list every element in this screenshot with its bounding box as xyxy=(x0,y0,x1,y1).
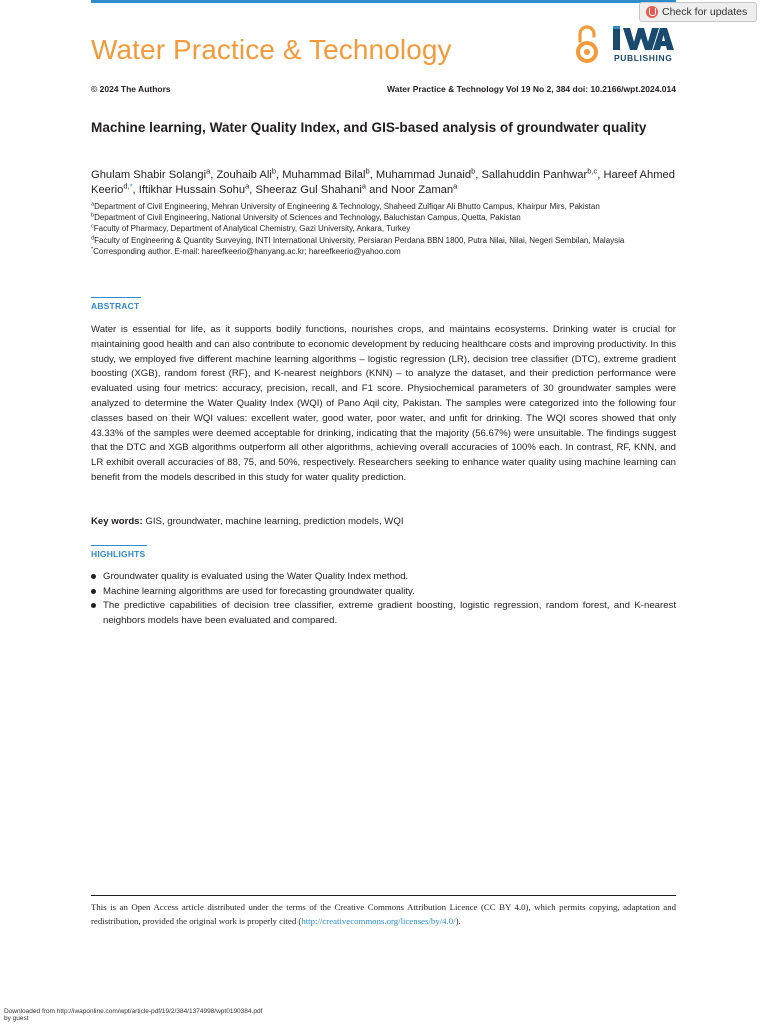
affiliation-text: Faculty of Engineering & Quantity Surveying, INTI International University, Persiaran Perdana BBN 1800, Putra Nilai, Nilai, Negeri Sembilan, Malaysia xyxy=(94,235,625,245)
abstract-heading: ABSTRACT xyxy=(91,301,140,311)
iwa-logo-mark xyxy=(610,26,676,54)
check-for-updates-label: Check for updates xyxy=(662,6,748,18)
author-list xyxy=(91,168,681,198)
highlight-item: The predictive capabilities of decision tree classifier, extreme gradient boosting, logistic regression, random forest, and K-nearest neighbors models have been evaluated and compared. xyxy=(91,599,676,628)
check-for-updates-button[interactable] xyxy=(639,2,757,22)
author-name: Hareef Ahmed Keerio xyxy=(91,169,675,196)
download-url-line: Downloaded from http://iwaponline.com/wpt/article-pdf/19/2/384/1374998/wpt0190384.pdf xyxy=(4,1008,263,1015)
affiliation-text: Corresponding author. E-mail: hareefkeerio@hanyang.ac.kr; hareefkeerio@yahoo.com xyxy=(93,246,401,256)
download-note xyxy=(4,1008,262,1022)
affiliation-mark: * xyxy=(91,246,94,253)
crossmark-icon xyxy=(646,6,658,18)
download-guest-line: by guest xyxy=(4,1015,29,1022)
author-affiliation-mark: d, xyxy=(123,181,130,191)
paper-title: Machine learning, Water Quality Index, and GIS-based analysis of groundwater quality xyxy=(91,120,647,135)
top-accent-rule xyxy=(91,0,676,3)
highlight-item: Machine learning algorithms are used for forecasting groundwater quality. xyxy=(91,585,676,600)
author-name: Sheeraz Gul Shahani xyxy=(255,184,362,196)
affiliation-text: Faculty of Pharmacy, Department of Analytical Chemistry, Gazi University, Ankara, Turkey xyxy=(93,224,411,234)
author-name: Noor Zaman xyxy=(390,184,454,196)
author-affiliation-mark: a xyxy=(245,181,250,191)
author-name: Muhammad Bilal xyxy=(282,169,366,181)
affiliation-mark: a xyxy=(91,201,95,208)
author-separator: , xyxy=(275,169,283,181)
author-separator: , xyxy=(249,184,256,196)
author-affiliation-mark: b,c xyxy=(587,166,598,176)
open-access-icon xyxy=(575,24,599,64)
corresponding-author-mark: * xyxy=(129,181,133,191)
author-separator: , xyxy=(132,184,139,196)
author-name: Zouhaib Ali xyxy=(216,169,272,181)
affiliation-text: Department of Civil Engineering, National University of Sciences and Technology, Baluchistan Campus, Quetta, Pakistan xyxy=(94,213,521,223)
author-affiliation-mark: a xyxy=(206,166,211,176)
author-separator: and xyxy=(366,184,391,196)
keywords-line xyxy=(91,516,676,527)
author-name: Iftikhar Hussain Sohu xyxy=(138,184,246,196)
license-end: ). xyxy=(455,916,461,926)
author-name: Muhammad Junaid xyxy=(375,169,472,181)
affiliation-line xyxy=(91,246,681,257)
keywords-label: Key words: xyxy=(91,516,143,527)
affiliation-line xyxy=(91,212,681,223)
affiliation-list xyxy=(91,201,681,257)
author-affiliation-mark: b xyxy=(365,166,370,176)
author-name: Ghulam Shabir Solangi xyxy=(91,169,207,181)
license-divider xyxy=(91,895,676,896)
affiliation-mark: b xyxy=(91,212,95,219)
author-separator: , xyxy=(369,169,376,181)
affiliation-mark: d xyxy=(91,234,95,241)
affiliation-line xyxy=(91,201,681,212)
logo-publishing-text: PUBLISHING xyxy=(614,53,673,63)
license-text: This is an Open Access article distributed under the terms of the Creative Commons Attribution Licence (CC BY 4.0), which permits copying, adaptation and redistribution, provided the original work is properly cited ( xyxy=(91,902,676,926)
citation-line: Water Practice & Technology Vol 19 No 2, 384 doi: 10.2166/wpt.2024.014 xyxy=(387,84,676,94)
highlights-heading: HIGHLIGHTS xyxy=(91,549,146,559)
highlights-list xyxy=(91,570,676,628)
iwa-publishing-logo xyxy=(610,26,676,64)
keywords-value: GIS, groundwater, machine learning, prediction models, WQI xyxy=(145,516,404,527)
article-meta-row xyxy=(91,84,676,94)
author-name: Sallahuddin Panhwar xyxy=(481,169,588,181)
highlight-item: Groundwater quality is evaluated using the Water Quality Index method. xyxy=(91,570,676,585)
journal-title: Water Practice & Technology xyxy=(91,34,452,65)
author-separator: , xyxy=(475,169,482,181)
author-separator: , xyxy=(210,169,217,181)
affiliation-mark: c xyxy=(91,223,94,230)
author-affiliation-mark: b xyxy=(271,166,276,176)
author-affiliation-mark: b xyxy=(471,166,476,176)
abstract-text: Water is essential for life, as it supports bodily functions, nourishes crops, and maintains ecosystems. Drinking water is crucial for maintaining good health and can also contribute to economic development by reducing healthcare costs and improving productivity. In this study, we employed five different machine learning algorithms – logistic regression (LR), decision tree classifier (DTC), extreme gradient boosting (XGB), random forest (RF), and K-nearest neighbors (KNN) – to analyze the dataset, and their prediction performance were evaluated using four metrics: accuracy, precision, recall, and F1 score. Physiochemical parameters of 30 groundwater samples were analyzed to determine the Water Quality Index (WQI) of Pano Aqil city, Pakistan. The samples were categorized into the following four classes based on their WQI values: excellent water, good water, poor water, and unfit for drinking. The WQI scores showed that only 43.33% of the samples were deemed acceptable for drinking, indicating that the majority (56.67%) were unsuitable. The findings suggest that the DTC and XGB algorithms outperform all other algorithms, achieving overall accuracies of 100% each. In contrast, RF, KNN, and LR exhibit overall accuracies of 88, 75, and 50%, respectively. Researchers seeking to enhance water quality using machine learning can benefit from the models described in this study for water quality prediction. xyxy=(91,324,676,483)
author-separator: , xyxy=(597,169,604,181)
license-link[interactable]: http://creativecommons.org/licenses/by/4.0/ xyxy=(301,916,456,926)
author-affiliation-mark: a xyxy=(361,181,367,191)
affiliation-text: Department of Civil Engineering, Mehran University of Engineering & Technology, Shaheed Zulfiqar Ali Bhutto Campus, Khairpur Mirs, Pakistan xyxy=(94,202,600,211)
copyright-line: © 2024 The Authors xyxy=(91,84,171,94)
affiliation-line xyxy=(91,235,681,246)
affiliation-line xyxy=(91,223,681,234)
author-affiliation-mark: a xyxy=(453,181,458,191)
license-statement xyxy=(91,900,676,928)
